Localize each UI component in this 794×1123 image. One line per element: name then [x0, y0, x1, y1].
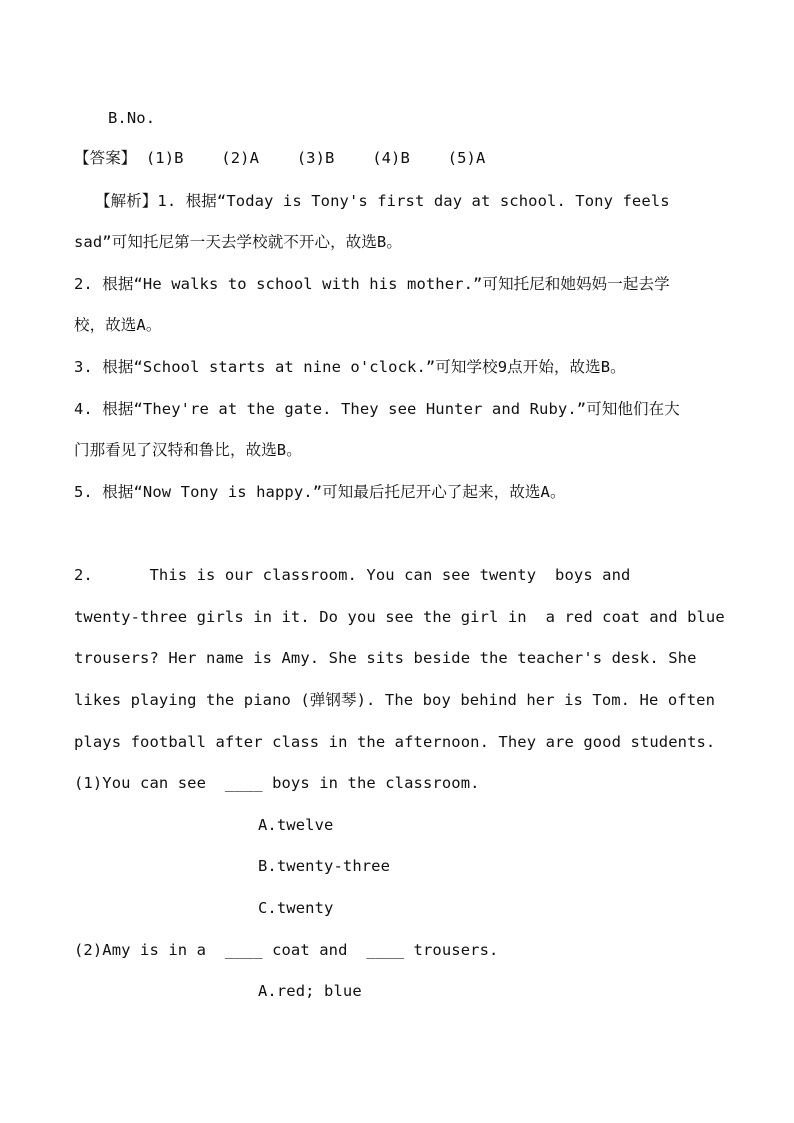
question-1-option-a: A.twelve [258, 816, 334, 834]
question-1-stem: (1)You can see ____ boys in the classroom. [74, 774, 480, 792]
analysis-line-1: 【解析】1. 根据“Today is Tony's first day at school. Tony feels [95, 192, 670, 210]
option-b-no: B.No. [108, 109, 156, 127]
question-1-option-c: C.twenty [258, 899, 334, 917]
analysis-line-7: 门那看见了汉特和鲁比，故选B。 [74, 441, 302, 459]
passage-line-5: plays football after class in the afternoon. They are good students. [74, 733, 716, 751]
question-2-option-a: A.red; blue [258, 982, 362, 1000]
passage-line-4: likes playing the piano (弹钢琴). The boy behind her is Tom. He often [74, 691, 716, 709]
passage-line-3: trousers? Her name is Amy. She sits beside the teacher's desk. She [74, 649, 697, 667]
analysis-line-8: 5. 根据“Now Tony is happy.”可知最后托尼开心了起来，故选A。 [74, 483, 566, 501]
passage-line-1: 2. This is our classroom. You can see twenty boys and [74, 566, 631, 584]
question-1-option-b: B.twenty-three [258, 857, 391, 875]
question-2-stem: (2)Amy is in a ____ coat and ____ trousers. [74, 941, 499, 959]
analysis-line-3: 2. 根据“He walks to school with his mother.”可知托尼和她妈妈一起去学 [74, 275, 670, 293]
analysis-line-5: 3. 根据“School starts at nine o'clock.”可知学校9点开始，故选B。 [74, 358, 626, 376]
analysis-line-4: 校，故选A。 [74, 316, 162, 334]
analysis-line-2: sad”可知托尼第一天去学校就不开心，故选B。 [74, 233, 402, 251]
passage-line-2: twenty-three girls in it. Do you see the girl in a red coat and blue [74, 608, 725, 626]
analysis-line-6: 4. 根据“They're at the gate. They see Hunter and Ruby.”可知他们在大 [74, 400, 680, 418]
answer-key: 【答案】 (1)B (2)A (3)B (4)B (5)A [74, 149, 486, 167]
